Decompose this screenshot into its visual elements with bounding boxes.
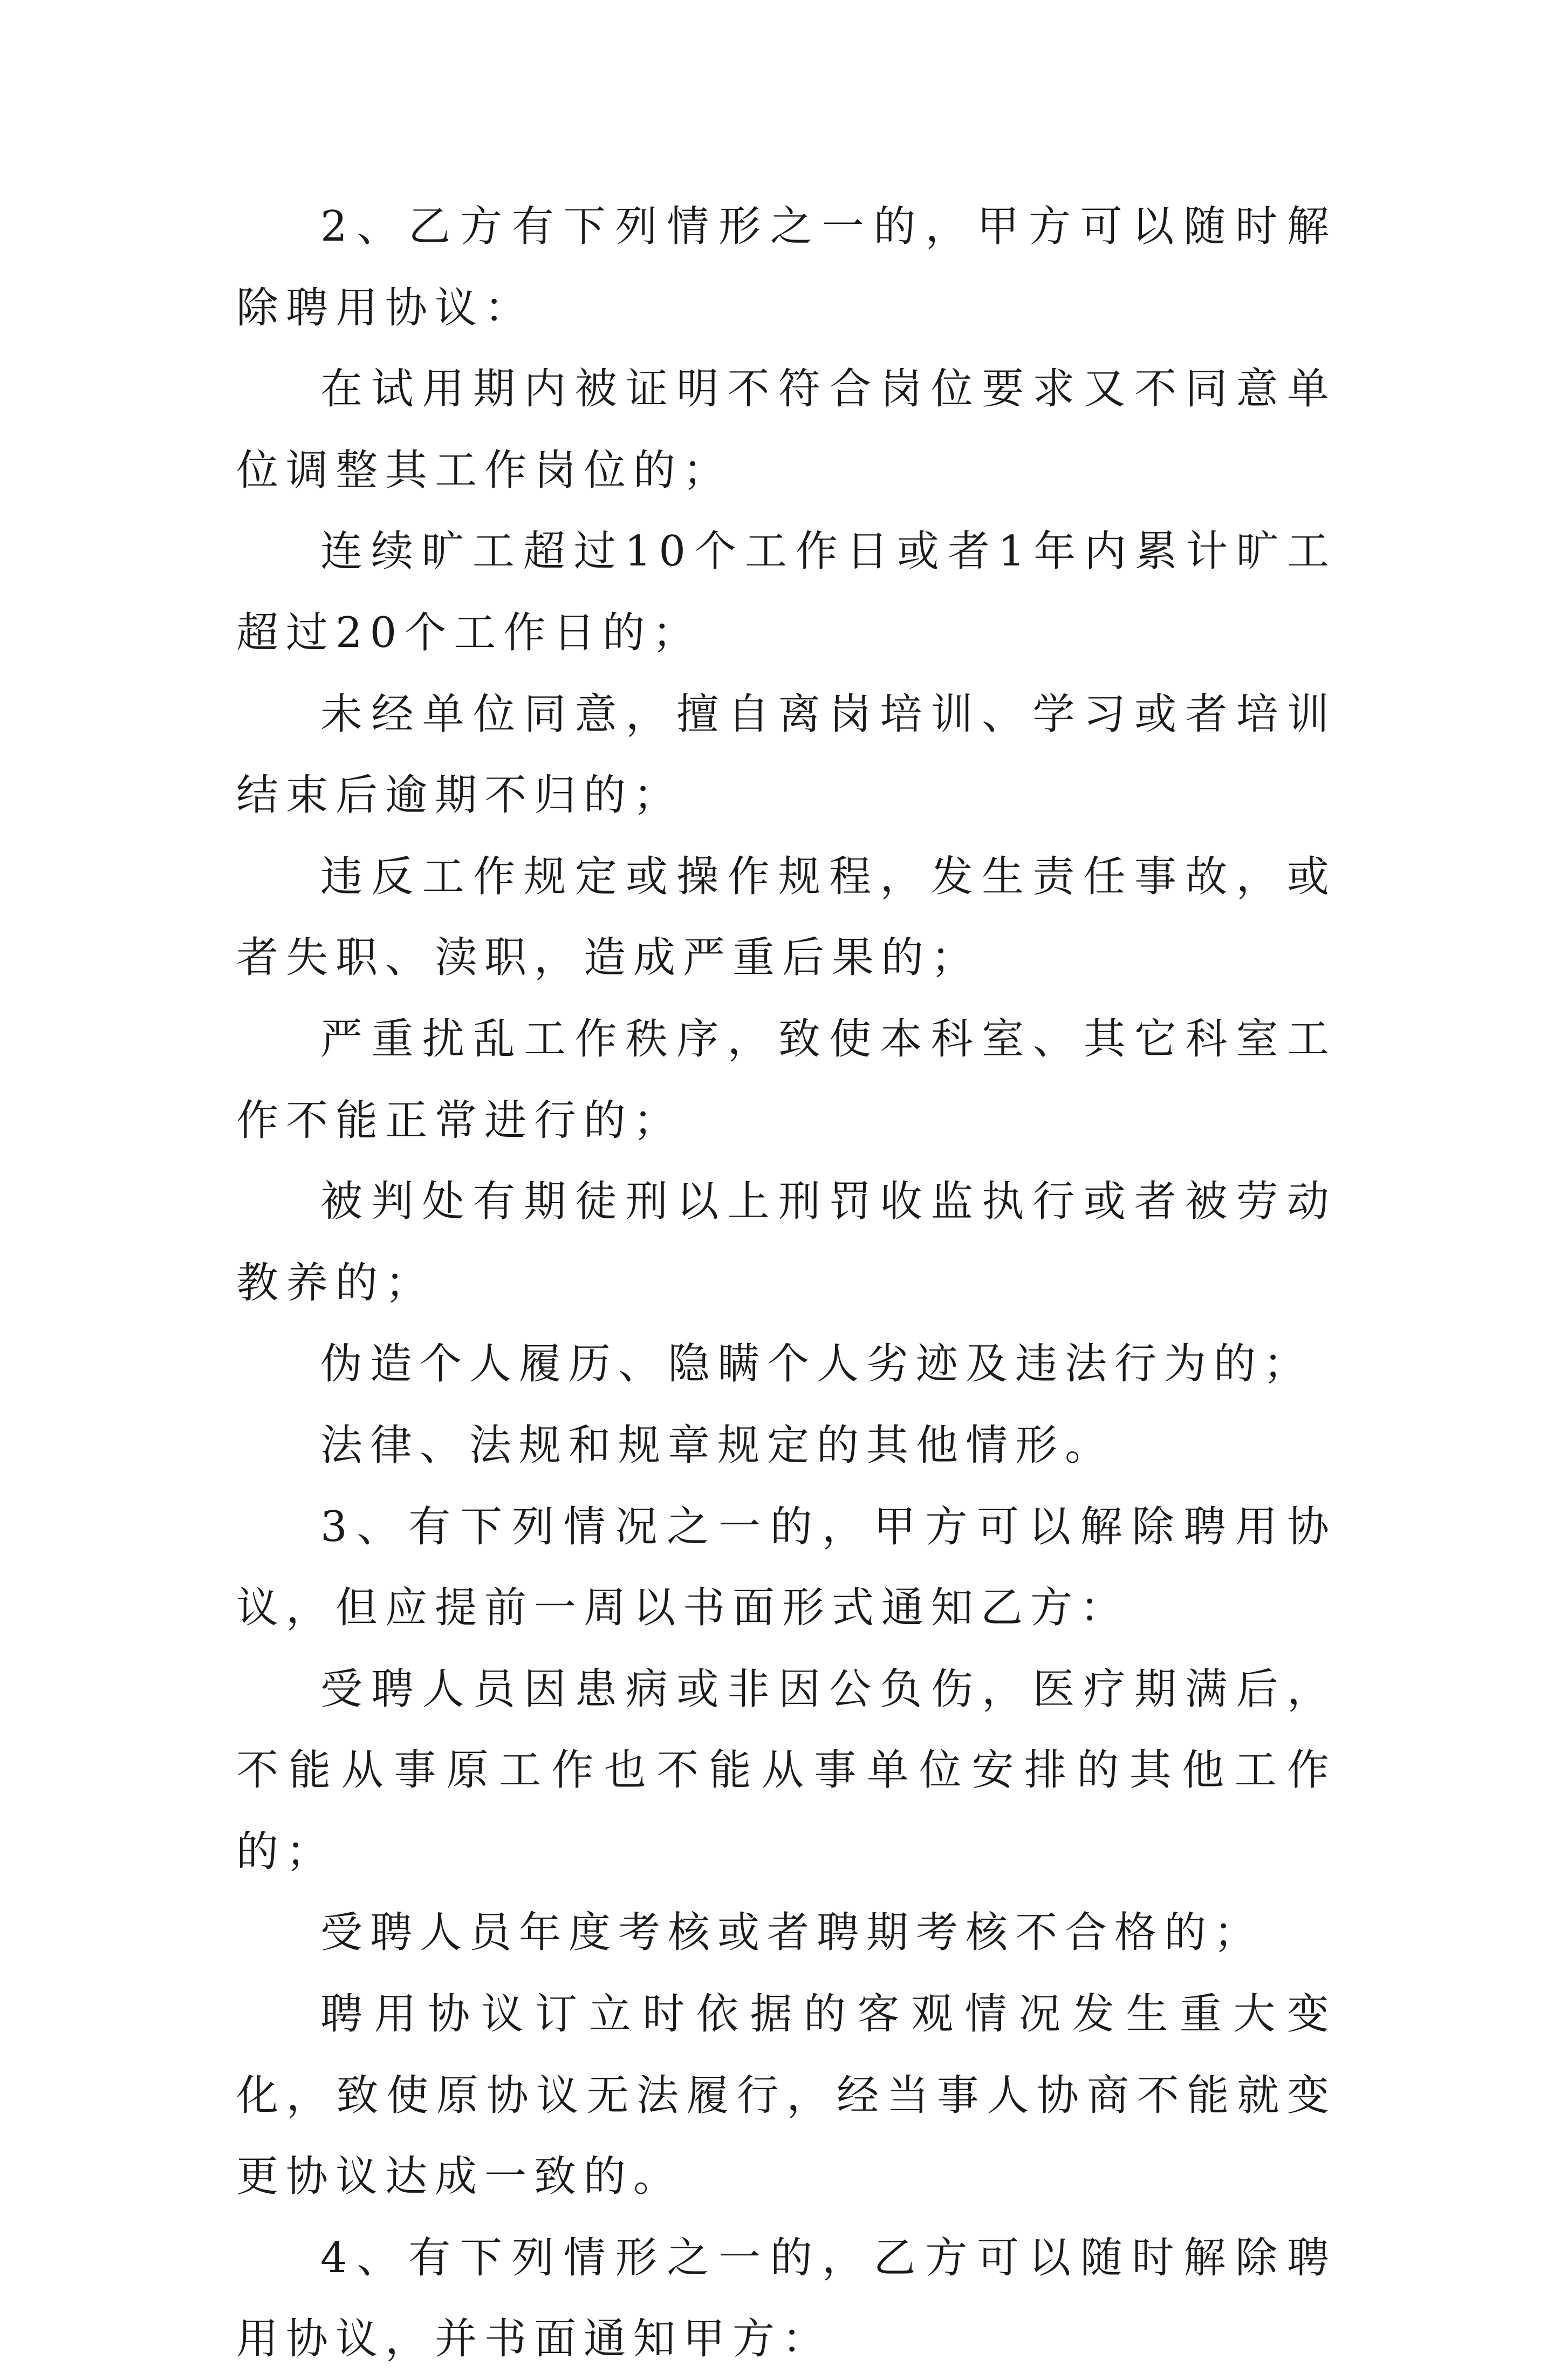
- paragraph-circumstance-change: 聘用协议订立时依据的客观情况发生重大变化，致使原协议无法履行，经当事人协商不能就变更协议达成一致的。: [236, 1990, 1337, 2201]
- paragraph-probation-unfit: 在试用期内被证明不符合岗位要求又不同意单位调整其工作岗位的；: [236, 365, 1337, 495]
- paragraph-clause-2-heading: 2、乙方有下列情形之一的，甲方可以随时解除聘用协议：: [236, 202, 1337, 332]
- paragraph-violation-accident: 违反工作规定或操作规程，发生责任事故，或者失职、渎职，造成严重后果的；: [236, 852, 1337, 983]
- paragraph-assessment-failed: 受聘人员年度考核或者聘期考核不合格的；: [320, 1908, 1264, 1958]
- paragraph-criminal-sentence: 被判处有期徒刑以上刑罚收监执行或者被劳动教养的；: [236, 1177, 1337, 1307]
- paragraph-unauthorized-leave: 未经单位同意，擅自离岗培训、学习或者培训结束后逾期不归的；: [236, 690, 1337, 820]
- paragraph-absenteeism: 连续旷工超过10个工作日或者1年内累计旷工超过20个工作日的；: [236, 527, 1337, 657]
- paragraph-forged-resume: 伪造个人履历、隐瞒个人劣迹及违法行为的；: [320, 1340, 1313, 1389]
- paragraph-illness-injury: 受聘人员因患病或非因公负伤，医疗期满后，不能从事原工作也不能从事单位安排的其他工作的；: [236, 1665, 1337, 1876]
- paragraph-clause-4-heading: 4、有下列情形之一的，乙方可以随时解除聘用协议，并书面通知甲方：: [236, 2233, 1337, 2364]
- paragraph-disrupt-order: 严重扰乱工作秩序，致使本科室、其它科室工作不能正常进行的；: [236, 1014, 1337, 1145]
- paragraph-clause-3-heading: 3、有下列情况之一的，甲方可以解除聘用协议，但应提前一周以书面形式通知乙方：: [236, 1502, 1337, 1633]
- document-body: [236, 186, 1337, 2380]
- paragraph-other-circumstances: 法律、法规和规章规定的其他情形。: [320, 1421, 1115, 1470]
